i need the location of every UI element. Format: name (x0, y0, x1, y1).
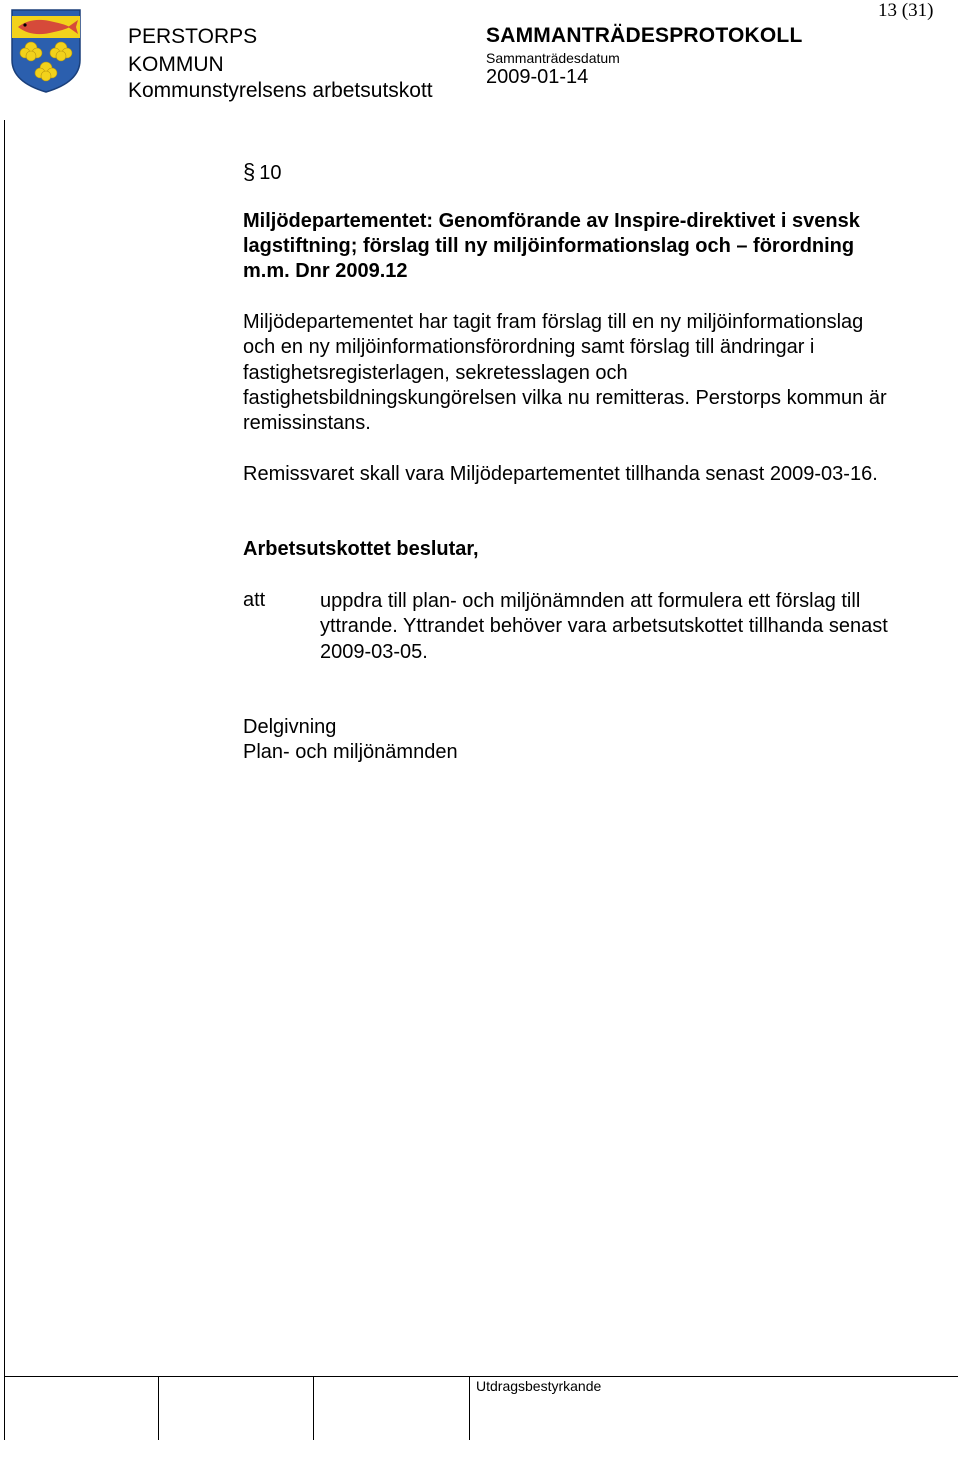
margin-rule (4, 120, 5, 1440)
signature-box-divider (469, 1376, 470, 1440)
section-heading: Miljödepartementet: Genomförande av Inspire-direktivet i svensk lagstiftning; förslag till ny miljöinformationslag och – förordning m.m. Dnr 2009.12 (243, 210, 860, 282)
org-name-line2: KOMMUN (128, 53, 224, 76)
distribution-label: Delgivning (243, 716, 337, 738)
section-number-value: 10 (259, 162, 282, 184)
distribution-recipient: Plan- och miljönämnden (243, 741, 458, 764)
org-subtitle: Kommunstyrelsens arbetsutskott (128, 79, 433, 102)
page-number: 13 (31) (878, 0, 934, 21)
att-label: att (243, 589, 266, 611)
certification-label: Utdragsbestyrkande (476, 1378, 602, 1394)
signature-box-divider (313, 1376, 314, 1440)
decision-text: uppdra till plan- och miljönämnden att formulera ett förslag till yttrande. Yttrandet behöver vara arbetsutskottet tillhanda senast 2009-03-05. (320, 590, 888, 663)
body-paragraph-2: Remissvaret skall vara Miljödepartementet tillhanda senast 2009-03-16. (243, 463, 878, 485)
org-name-line1: PERSTORPS (128, 25, 258, 48)
coat-of-arms-icon (10, 8, 82, 94)
document-type: SAMMANTRÄDESPROTOKOLL (486, 24, 803, 47)
decision-heading: Arbetsutskottet beslutar, (243, 538, 479, 560)
section-number (243, 159, 282, 185)
distribution-block (243, 715, 458, 766)
section-sign: § (243, 159, 256, 184)
body-paragraph-1: Miljödepartementet har tagit fram förslag till en ny miljöinformationslag och en ny miljöinformationsförordning samt förslag till ändringar i fastighetsregisterlagen, sekretesslagen och fastighetsbildningskungörelsen vilka nu remitteras. Perstorps kommun är remissinstans. (243, 311, 887, 435)
meeting-date-label: Sammanträdesdatum (486, 50, 620, 66)
meeting-date: 2009-01-14 (486, 66, 589, 88)
footer-rule (4, 1376, 958, 1377)
signature-box-divider (158, 1376, 159, 1440)
